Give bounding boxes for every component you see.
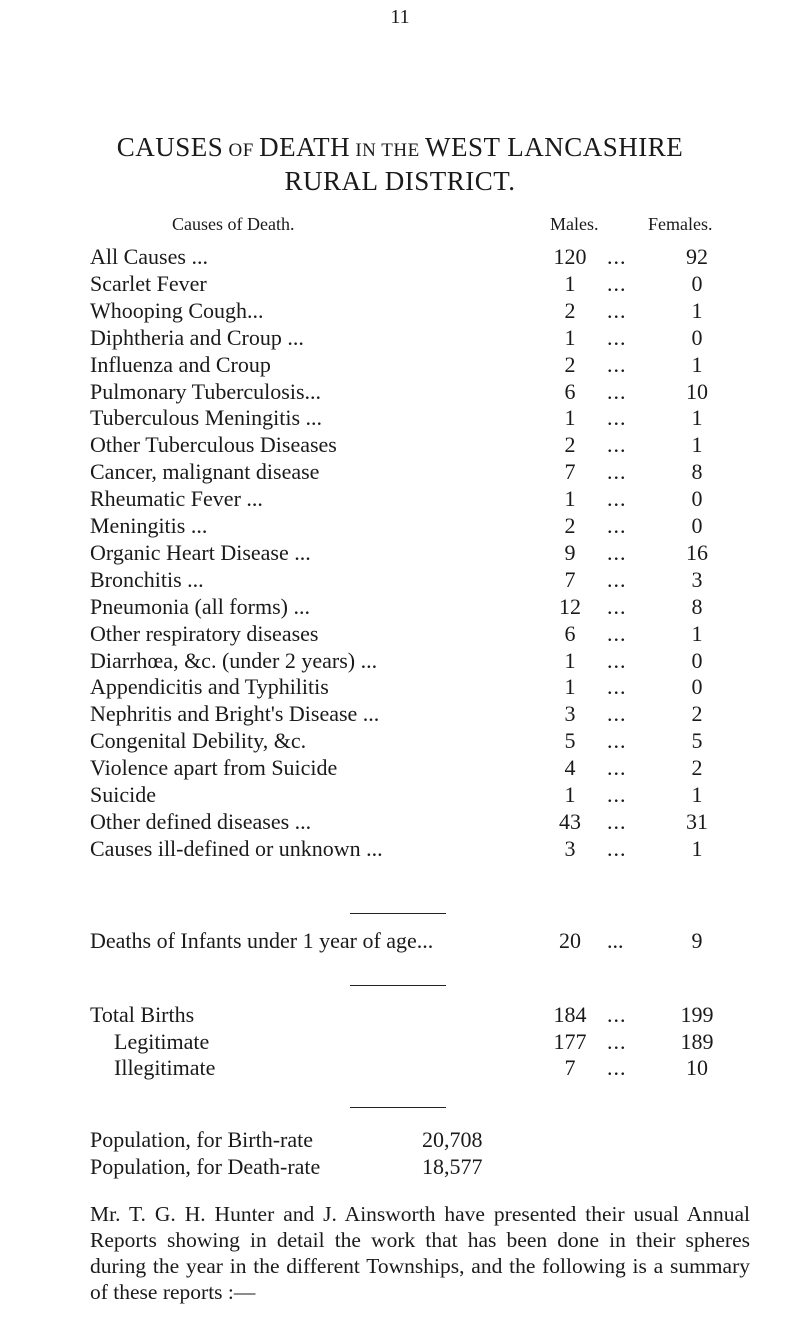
infants-males: 20: [559, 928, 581, 953]
table-row: [0, 648, 800, 674]
summary-paragraph: Mr. T. G. H. Hunter and J. Ainsworth have presented their usual Annual Reports showing in detail the work that has been done in their spheres during the year in the different Townships, and the following is a summary of these reports :—: [90, 1202, 750, 1304]
table-row: [0, 836, 800, 862]
females-value: 0: [691, 647, 703, 673]
title-word: CAUSES: [116, 132, 224, 162]
males-value: 120: [553, 244, 587, 269]
females-value: 92: [686, 244, 708, 269]
females-value: 10: [686, 378, 708, 404]
females-value: 189: [680, 1028, 714, 1054]
row-label: Cancer, malignant disease: [90, 459, 320, 485]
table-row: [0, 325, 800, 351]
page-subtitle: RURAL DISTRICT.: [284, 166, 516, 196]
males-value: 2: [564, 432, 576, 458]
females-value: 8: [691, 593, 703, 619]
leader-dots: ...: [607, 701, 627, 727]
population-birth-value: 20,708: [422, 1127, 483, 1152]
table-row: [0, 244, 800, 270]
row-label: Nephritis and Bright's Disease ...: [90, 701, 380, 727]
females-value: 1: [691, 297, 703, 323]
population-death-label: Population, for Death-rate: [90, 1154, 321, 1179]
table-row: [0, 567, 800, 593]
leader-dots: ...: [607, 593, 627, 619]
title-word: IN THE: [350, 140, 425, 161]
leader-dots: ...: [607, 1028, 627, 1054]
males-header: Males.: [550, 214, 599, 234]
males-value: 1: [564, 782, 576, 807]
divider: [350, 913, 446, 914]
females-value: 31: [686, 808, 708, 834]
males-value: 1: [564, 405, 576, 431]
leader-dots: ...: [607, 270, 627, 296]
row-label: Appendicitis and Typhilitis: [90, 674, 329, 700]
table-row: [0, 486, 800, 512]
males-value: 184: [553, 1002, 587, 1027]
row-label: Diphtheria and Croup ...: [90, 324, 304, 350]
females-value: 10: [686, 1055, 708, 1080]
row-label: Causes ill-defined or unknown ...: [90, 835, 383, 861]
leader-dots: ...: [607, 486, 627, 512]
males-value: 1: [564, 270, 576, 296]
table-row: [0, 540, 800, 566]
table-row: [0, 1029, 800, 1055]
leader-dots: ...: [607, 513, 627, 538]
leader-dots: ...: [607, 620, 627, 646]
table-row: [0, 621, 800, 647]
table-row: [0, 379, 800, 405]
row-label: Violence apart from Suicide: [90, 755, 338, 781]
table-row: [0, 755, 800, 781]
table-row: [0, 352, 800, 378]
leader-dots: ...: [607, 405, 627, 431]
leader-dots: ...: [607, 539, 627, 565]
row-label: Other Tuberculous Diseases: [90, 432, 337, 458]
females-value: 16: [686, 539, 708, 565]
population-birth-label: Population, for Birth-rate: [90, 1127, 314, 1152]
row-label: Other respiratory diseases: [90, 620, 319, 646]
row-label: Influenza and Croup: [90, 351, 271, 377]
females-value: 2: [691, 701, 703, 727]
infants-label: Deaths of Infants under 1 year of age...: [90, 928, 434, 953]
males-value: 7: [564, 1055, 576, 1080]
females-value: 3: [691, 566, 703, 592]
males-value: 9: [564, 539, 576, 565]
females-value: 1: [691, 620, 703, 646]
table-row: [0, 432, 800, 458]
leader-dots: ...: [607, 1002, 627, 1027]
females-value: 1: [691, 432, 703, 458]
females-value: 1: [691, 351, 703, 377]
infants-females: 9: [691, 928, 703, 953]
row-label: Total Births: [90, 1002, 195, 1027]
males-value: 7: [564, 566, 576, 592]
table-row: [0, 809, 800, 835]
row-label: Rheumatic Fever ...: [90, 486, 263, 512]
table-row: [0, 405, 800, 431]
leader-dots: ...: [607, 674, 627, 700]
page-title: [0, 134, 800, 161]
row-label: Pulmonary Tuberculosis...: [90, 378, 322, 404]
males-value: 6: [564, 620, 576, 646]
population-death-value: 18,577: [422, 1154, 483, 1179]
table-row: [0, 701, 800, 727]
row-label: Whooping Cough...: [90, 297, 264, 323]
title-word: OF: [223, 140, 260, 161]
females-value: 2: [691, 755, 703, 781]
males-value: 1: [564, 674, 576, 700]
divider: [350, 985, 446, 986]
row-label: Tuberculous Meningitis ...: [90, 405, 323, 431]
table-row: [0, 594, 800, 620]
males-value: 2: [564, 351, 576, 377]
title-word: WEST LANCASHIRE: [424, 132, 684, 162]
row-label: Organic Heart Disease ...: [90, 539, 311, 565]
females-value: 0: [691, 674, 703, 700]
males-value: 3: [564, 835, 576, 861]
row-label: Legitimate: [114, 1028, 210, 1054]
table-row: [0, 298, 800, 324]
females-value: 5: [691, 728, 703, 754]
males-value: 5: [564, 728, 576, 754]
table-row: [0, 459, 800, 485]
females-header: Females.: [648, 214, 713, 234]
leader-dots: ...: [607, 459, 627, 485]
row-label: Congenital Debility, &c.: [90, 728, 307, 754]
table-row: [0, 1055, 800, 1081]
table-row: [0, 271, 800, 297]
leader-dots: ...: [607, 928, 624, 953]
row-label: Scarlet Fever: [90, 270, 207, 296]
males-value: 1: [564, 324, 576, 350]
leader-dots: ...: [607, 808, 627, 834]
row-label: Other defined diseases ...: [90, 808, 312, 834]
leader-dots: ...: [607, 835, 627, 861]
leader-dots: ...: [607, 782, 627, 807]
males-value: 6: [564, 378, 576, 404]
males-value: 1: [564, 647, 576, 673]
row-label: All Causes ...: [90, 244, 208, 269]
males-value: 177: [553, 1028, 587, 1054]
leader-dots: ...: [607, 244, 627, 269]
females-value: 1: [691, 405, 703, 431]
females-value: 0: [691, 270, 703, 296]
leader-dots: ...: [607, 755, 627, 781]
leader-dots: ...: [607, 297, 627, 323]
table-row: [0, 782, 800, 808]
row-label: Bronchitis ...: [90, 566, 204, 592]
leader-dots: ...: [607, 647, 627, 673]
leader-dots: ...: [607, 566, 627, 592]
leader-dots: ...: [607, 1055, 627, 1080]
males-value: 2: [564, 297, 576, 323]
row-label: Suicide: [90, 782, 156, 807]
leader-dots: ...: [607, 324, 627, 350]
females-value: 0: [691, 324, 703, 350]
males-value: 4: [564, 755, 576, 781]
males-value: 12: [559, 593, 581, 619]
row-label: Illegitimate: [114, 1055, 216, 1080]
row-label: Diarrhœa, &c. (under 2 years) ...: [90, 647, 378, 673]
divider: [350, 1107, 446, 1108]
males-value: 1: [564, 486, 576, 512]
leader-dots: ...: [607, 351, 627, 377]
table-row: [0, 1002, 800, 1028]
males-value: 2: [564, 513, 576, 538]
leader-dots: ...: [607, 378, 627, 404]
table-row: [0, 728, 800, 754]
leader-dots: ...: [607, 432, 627, 458]
females-value: 0: [691, 513, 703, 538]
causes-header: Causes of Death.: [172, 214, 295, 234]
title-word: DEATH: [259, 132, 351, 162]
page-number: 11: [390, 6, 410, 28]
females-value: 199: [680, 1002, 714, 1027]
leader-dots: ...: [607, 728, 627, 754]
females-value: 1: [691, 782, 703, 807]
females-value: 1: [691, 835, 703, 861]
table-row: [0, 513, 800, 539]
females-value: 0: [691, 486, 703, 512]
females-value: 8: [691, 459, 703, 485]
row-label: Pneumonia (all forms) ...: [90, 593, 310, 619]
males-value: 7: [564, 459, 576, 485]
table-row: [0, 674, 800, 700]
males-value: 3: [564, 701, 576, 727]
males-value: 43: [559, 808, 581, 834]
row-label: Meningitis ...: [90, 513, 208, 538]
